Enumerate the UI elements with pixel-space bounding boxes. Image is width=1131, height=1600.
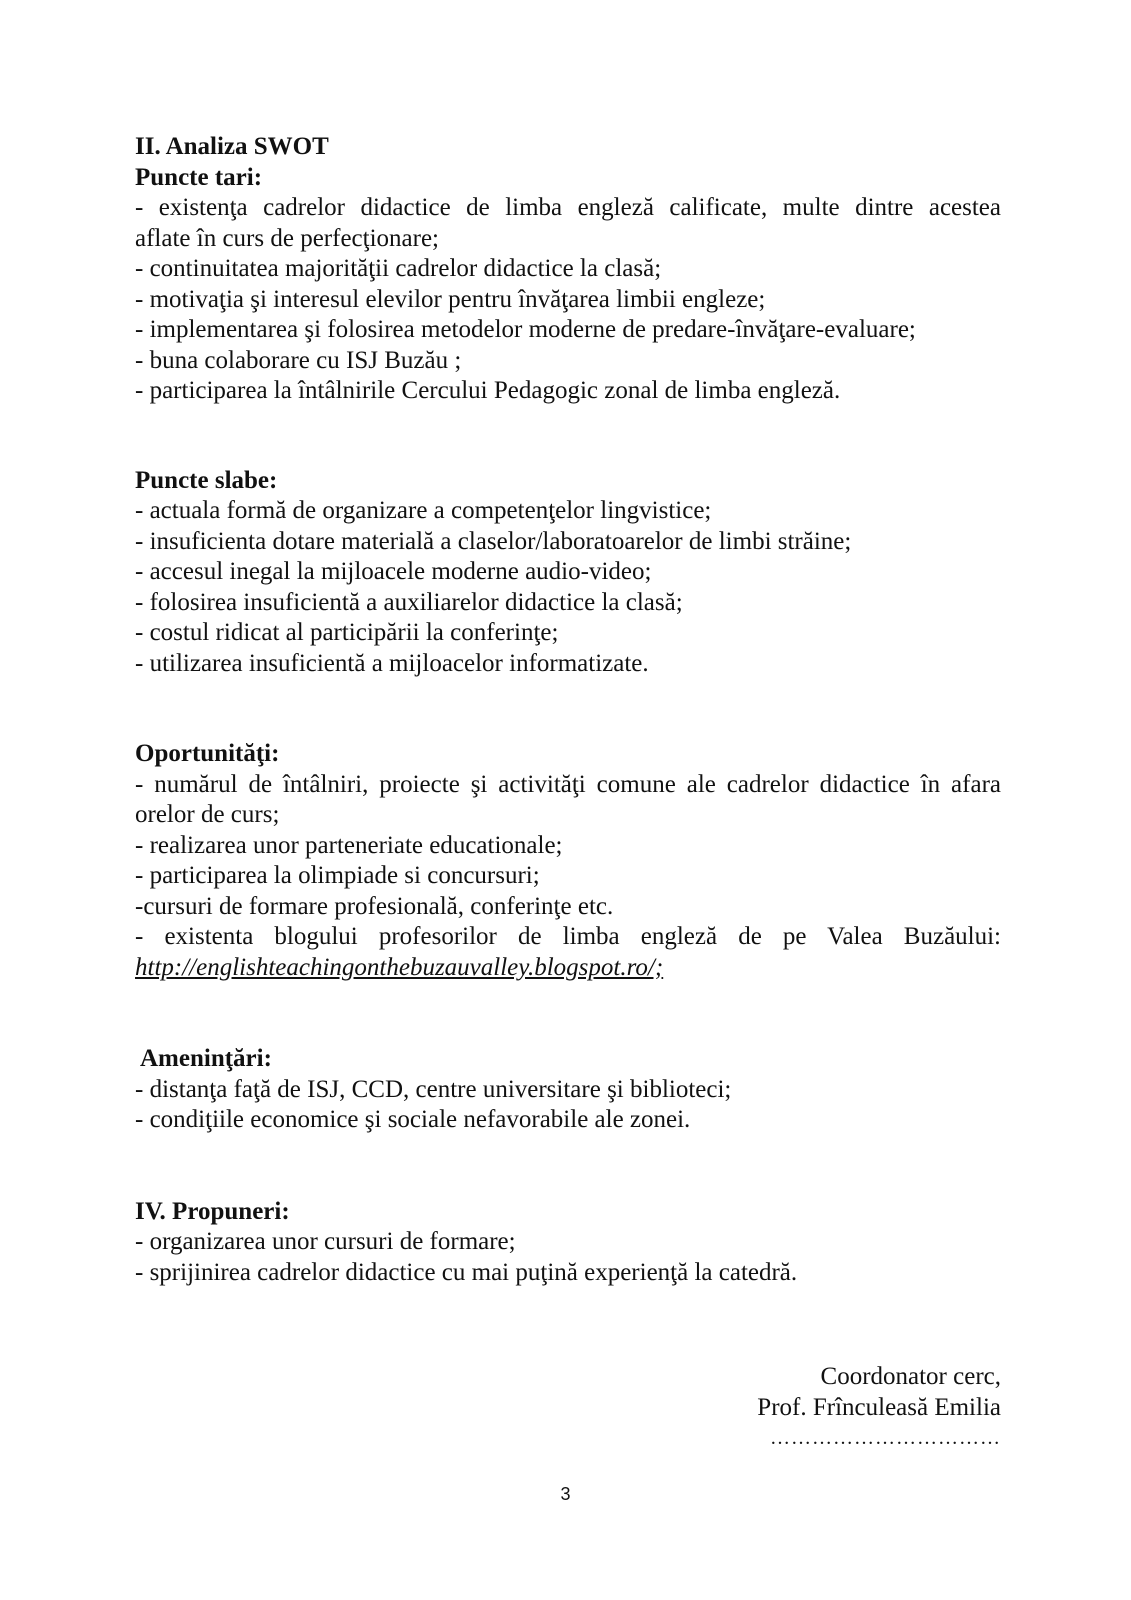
opportunities-heading: Oportunităţi: <box>135 740 280 767</box>
opportunities-item: -cursuri de formare profesională, conferinţe etc. <box>135 892 614 920</box>
threats-heading: Ameninţări: <box>140 1045 272 1072</box>
strengths-item: - buna colaborare cu ISJ Buzău ; <box>135 346 462 374</box>
proposals-item: - sprijinirea cadrelor didactice cu mai puţină experienţă la catedră. <box>135 1258 798 1286</box>
opportunities-item: - realizarea unor parteneriate educationale; <box>135 831 563 859</box>
threats-section <box>135 1044 1001 1136</box>
weaknesses-item: - folosirea insuficientă a auxiliarelor didactice la clasă; <box>135 588 683 616</box>
strengths-item: aflate în curs de perfecţionare; <box>135 224 439 252</box>
signature-block <box>757 1362 1001 1454</box>
opportunities-item: - participarea la olimpiade si concursuri; <box>135 862 540 889</box>
weaknesses-item: - costul ridicat al participării la conferinţe; <box>135 619 559 646</box>
signature-role: Coordonator cerc, <box>820 1363 1001 1390</box>
weaknesses-section <box>135 466 1001 680</box>
strengths-section <box>135 132 1001 407</box>
weaknesses-item: - accesul inegal la mijloacele moderne audio-video; <box>135 558 652 585</box>
proposals-heading: IV. Propuneri: <box>135 1197 290 1225</box>
strengths-item: - implementarea şi folosirea metodelor moderne de predare-învăţare-evaluare; <box>135 316 916 343</box>
strengths-heading: Puncte tari: <box>135 163 263 191</box>
strengths-item: - continuitatea majorităţii cadrelor didactice la clasă; <box>135 255 662 282</box>
opportunities-item: - numărul de întâlniri, proiecte şi activităţi comune ale cadrelor didactice în afara <box>135 770 1001 798</box>
signature-name: Prof. Frînculeasă Emilia <box>757 1393 1001 1421</box>
signature-line: …………………………… <box>770 1427 1001 1449</box>
opportunities-item: orelor de curs; <box>135 801 280 828</box>
weaknesses-item: - actuala formă de organizare a competenţelor lingvistice; <box>135 497 712 524</box>
threats-item: - condiţiile economice şi sociale nefavorabile ale zonei. <box>135 1106 691 1133</box>
proposals-section <box>135 1197 1001 1289</box>
blog-link[interactable]: http://englishteachingonthebuzauvalley.blogspot.ro/; <box>135 953 664 981</box>
strengths-item: - participarea la întâlnirile Cercului Pedagogic zonal de limba engleză. <box>135 377 841 404</box>
swot-title: II. Analiza SWOT <box>135 133 329 160</box>
weaknesses-item: - insuficienta dotare materială a claselor/laboratoarelor de limbi străine; <box>135 527 852 555</box>
strengths-item: - existenţa cadrelor didactice de limba engleză calificate, multe dintre acestea <box>135 194 1001 221</box>
weaknesses-item: - utilizarea insuficientă a mijloacelor informatizate. <box>135 649 649 677</box>
opportunities-item: - existenta blogului profesorilor de limba engleză de pe Valea Buzăului: <box>135 923 1001 950</box>
page-number: 3 <box>560 1484 571 1504</box>
weaknesses-heading: Puncte slabe: <box>135 466 278 494</box>
opportunities-section <box>135 739 1001 983</box>
strengths-item: - motivaţia şi interesul elevilor pentru învăţarea limbii engleze; <box>135 285 766 313</box>
document-body <box>135 132 1001 1288</box>
threats-item: - distanţa faţă de ISJ, CCD, centre universitare şi biblioteci; <box>135 1075 732 1103</box>
proposals-item: - organizarea unor cursuri de formare; <box>135 1228 516 1255</box>
